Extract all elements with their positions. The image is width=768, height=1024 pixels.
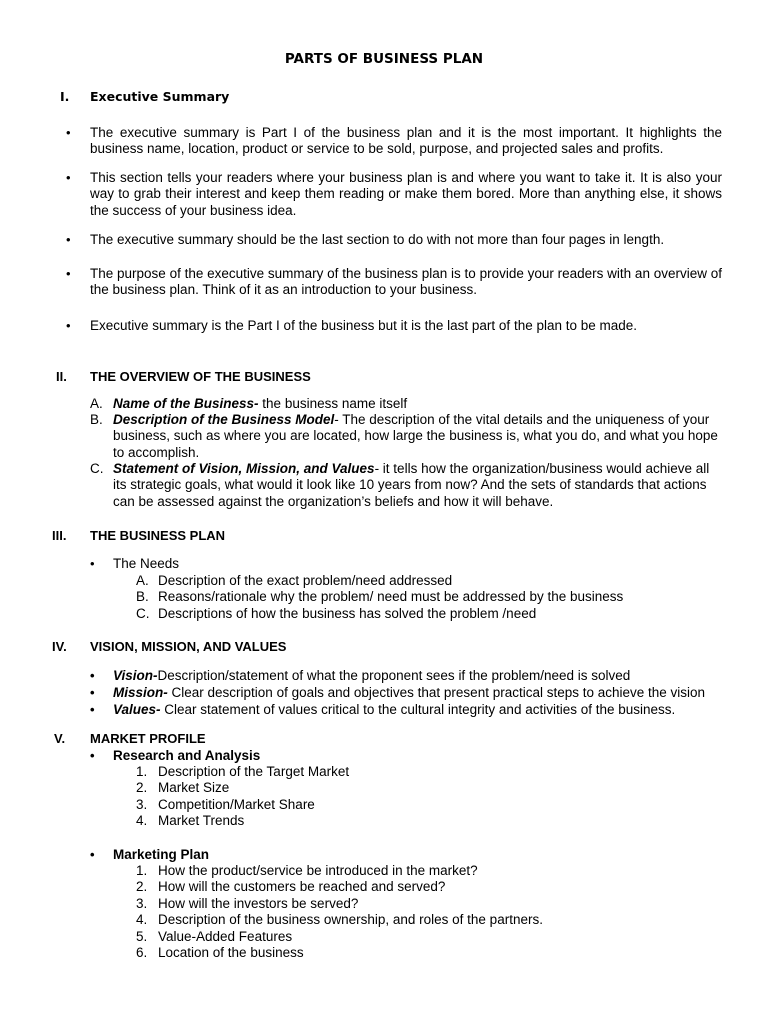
term: Description of the Business Model bbox=[113, 412, 335, 427]
list-item bbox=[113, 702, 675, 718]
bullet-icon: • bbox=[90, 702, 95, 717]
bullet-icon: • bbox=[90, 668, 95, 683]
paragraph: Executive summary is the Part I of the business but it is the last part of the plan to be made. bbox=[90, 318, 638, 333]
bullet-icon: • bbox=[66, 318, 71, 333]
definition: - it tells how the organization/business would achieve all its strategic goals, what would it look like 10 years from now? And the sets of standards that actions can be assessed against the organization’s beliefs and how it will behave. bbox=[113, 461, 710, 509]
bullet-icon: • bbox=[66, 266, 71, 281]
list-marker: 1. bbox=[136, 863, 148, 878]
definition: - The description of the vital details and the uniqueness of your business, such as where you are located, how large the business is, what you do, and what you hope to accomplish. bbox=[113, 412, 718, 460]
list-marker: 2. bbox=[136, 780, 148, 795]
definition: Description/statement of what the proponent sees if the problem/need is solved bbox=[157, 668, 631, 683]
list-item: How the product/service be introduced in the market? bbox=[158, 863, 478, 878]
bullet-icon: • bbox=[90, 685, 95, 700]
term: Statement of Vision, Mission, and Values bbox=[113, 461, 375, 476]
list-marker: A. bbox=[136, 573, 149, 588]
list-item: Description of the Target Market bbox=[158, 764, 350, 779]
section-title: MARKET PROFILE bbox=[90, 731, 206, 746]
bullet-icon: • bbox=[66, 125, 71, 140]
paragraph: The executive summary is Part I of the business plan and it is the most important. It highlights the business name, location, product or service to be sold, purpose, and projected sales and profits. bbox=[90, 125, 722, 157]
bullet-icon: • bbox=[66, 232, 71, 247]
term: Name of the Business- bbox=[113, 396, 259, 411]
term: Mission- bbox=[113, 685, 168, 700]
list-marker: 4. bbox=[136, 912, 148, 927]
list-marker: C. bbox=[90, 461, 104, 476]
list-item: Location of the business bbox=[158, 945, 304, 960]
section-number: IV. bbox=[52, 639, 67, 654]
paragraph: The purpose of the executive summary of the business plan is to provide your readers with an overview of the business plan. Think of it as an introduction to your business. bbox=[90, 266, 722, 298]
term: Vision- bbox=[113, 668, 158, 683]
list-marker: B. bbox=[136, 589, 149, 604]
definition: Clear description of goals and objectives that present practical steps to achieve the vision bbox=[167, 685, 706, 700]
section-number: V. bbox=[54, 731, 66, 746]
list-item: Value-Added Features bbox=[158, 929, 293, 944]
list-item bbox=[113, 668, 630, 684]
list-marker: 3. bbox=[136, 896, 148, 911]
list-item bbox=[113, 461, 723, 510]
section-title: THE BUSINESS PLAN bbox=[90, 528, 226, 543]
section-title: THE OVERVIEW OF THE BUSINESS bbox=[90, 369, 311, 384]
subsection-label: Research and Analysis bbox=[113, 748, 261, 763]
subsection-label: Marketing Plan bbox=[113, 847, 210, 862]
page-title: PARTS OF BUSINESS PLAN bbox=[284, 51, 484, 67]
section-number: I. bbox=[60, 89, 70, 104]
list-marker: C. bbox=[136, 606, 150, 621]
list-item: How will the customers be reached and served? bbox=[158, 879, 446, 894]
list-item: The Needs bbox=[113, 556, 180, 571]
list-item: Market Size bbox=[158, 780, 230, 795]
definition: the business name itself bbox=[258, 396, 408, 411]
paragraph: This section tells your readers where your business plan is and where you want to take it. It is also your way to grab their interest and keep them reading or make them bored. More than anything else, it shows the success of your business idea. bbox=[90, 170, 722, 218]
bullet-icon: • bbox=[66, 170, 71, 185]
bullet-icon: • bbox=[90, 556, 95, 571]
bullet-icon: • bbox=[90, 748, 95, 763]
list-marker: 5. bbox=[136, 929, 148, 944]
list-marker: 6. bbox=[136, 945, 148, 960]
list-item bbox=[113, 412, 723, 461]
list-item bbox=[113, 396, 723, 412]
list-item: Description of the business ownership, and roles of the partners. bbox=[158, 912, 543, 927]
section-title: Executive Summary bbox=[90, 89, 230, 104]
definition: Clear statement of values critical to the cultural integrity and activities of the business. bbox=[160, 702, 676, 717]
list-item bbox=[113, 685, 705, 701]
list-item: How will the investors be served? bbox=[158, 896, 359, 911]
list-marker: 2. bbox=[136, 879, 148, 894]
list-item: Descriptions of how the business has solved the problem /need bbox=[158, 606, 537, 621]
list-marker: B. bbox=[90, 412, 103, 427]
list-marker: 3. bbox=[136, 797, 148, 812]
list-marker: A. bbox=[90, 396, 103, 411]
list-item: Reasons/rationale why the problem/ need must be addressed by the business bbox=[158, 589, 624, 604]
list-item: Description of the exact problem/need addressed bbox=[158, 573, 453, 588]
list-marker: 4. bbox=[136, 813, 148, 828]
bullet-icon: • bbox=[90, 847, 95, 862]
section-title: VISION, MISSION, AND VALUES bbox=[90, 639, 287, 654]
section-number: II. bbox=[56, 369, 67, 384]
term: Values- bbox=[113, 702, 161, 717]
list-item: Competition/Market Share bbox=[158, 797, 315, 812]
list-item: Market Trends bbox=[158, 813, 245, 828]
section-number: III. bbox=[52, 528, 67, 543]
paragraph: The executive summary should be the last section to do with not more than four pages in length. bbox=[90, 232, 665, 247]
list-marker: 1. bbox=[136, 764, 148, 779]
